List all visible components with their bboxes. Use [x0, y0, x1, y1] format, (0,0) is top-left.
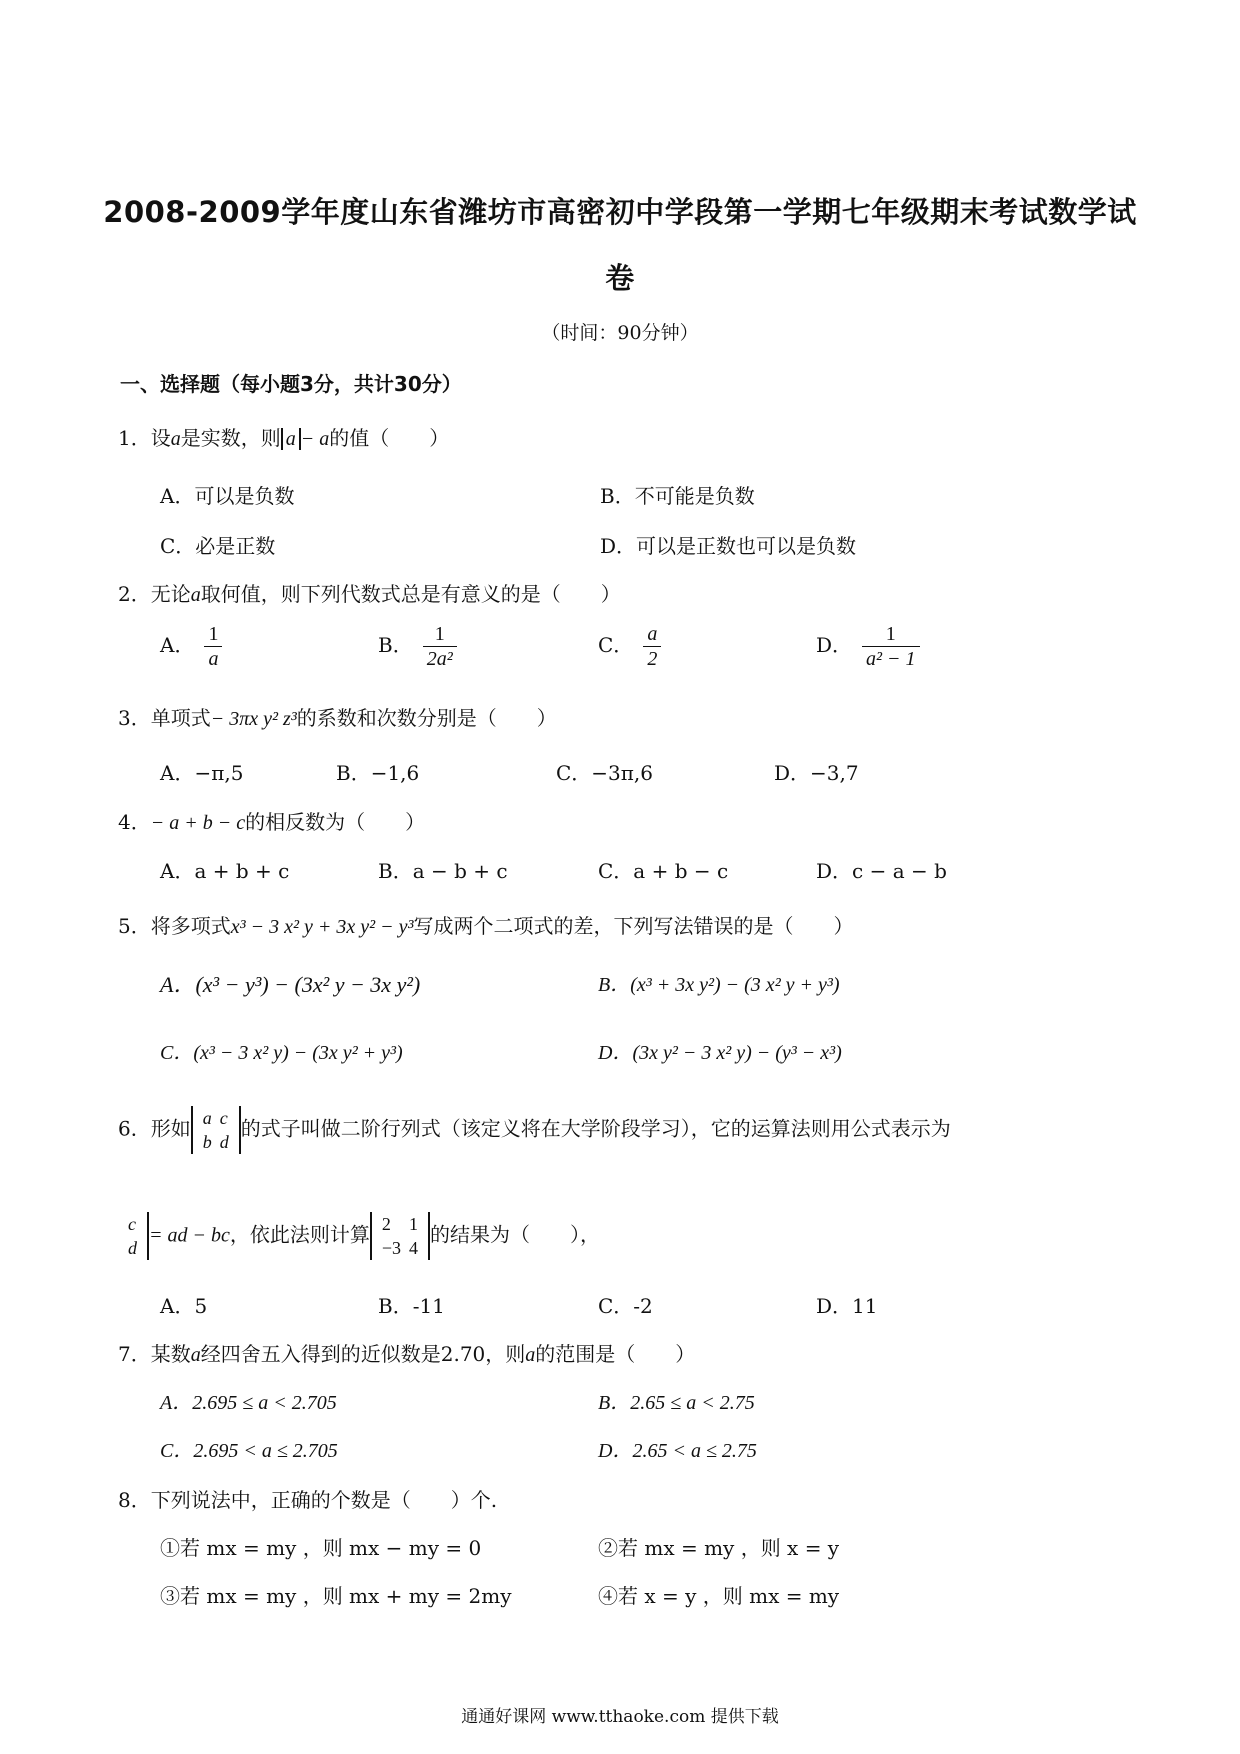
question-8: 8．下列说法中，正确的个数是（ ）个.	[118, 1488, 498, 1512]
q4-option-d: D．c − a − b	[816, 859, 947, 883]
det-cell: 2	[381, 1214, 391, 1234]
q7-var: a	[190, 1344, 201, 1366]
q2-c-num: a	[647, 623, 658, 645]
q1-mid: 是实数，则	[180, 426, 281, 450]
q6-determinant-numeric	[370, 1212, 430, 1260]
q4-option-b: B．a − b + c	[378, 859, 508, 883]
q1-var: a	[170, 428, 181, 450]
q1-option-d: D．可以是正数也可以是负数	[600, 534, 857, 558]
q8-statement-4: ④若 x = y ，则 mx = my	[598, 1584, 840, 1608]
q2-option-a	[160, 622, 222, 671]
q7-mid: 经四舍五入得到的近似数是2.70，则	[200, 1342, 526, 1366]
q5-option-d: D．(3x y² − 3 x² y) − (y³ − x³)	[598, 1042, 842, 1064]
q5-option-a: A．(x³ − y³) − (3x² y − 3x y²)	[160, 972, 421, 997]
q6-determinant-formula	[118, 1212, 149, 1260]
q2-post: 取何值，则下列代数式总是有意义的是（ ）	[200, 582, 621, 606]
q2-c-label: C．	[598, 633, 634, 657]
det-cell: a	[202, 1108, 212, 1128]
q1-prefix: 1．设	[118, 426, 171, 450]
q3-post: 的系数和次数分别是（ ）	[296, 706, 557, 730]
question-5	[118, 910, 853, 939]
q2-prefix: 2．无论	[118, 582, 191, 606]
question-7	[118, 1338, 695, 1367]
q6-line2-text: ，依此法则计算	[229, 1222, 370, 1247]
exam-title-line1: 2008-2009学年度山东省潍坊市高密初中学段第一学期七年级期末考试数学试	[103, 195, 1137, 229]
q7-var2: a	[525, 1344, 536, 1366]
question-4	[118, 806, 425, 835]
q2-c-fraction	[643, 622, 661, 671]
q2-b-den: 2a²	[423, 646, 457, 671]
det-cell: b	[202, 1132, 212, 1152]
q3-expr: − 3πx y² z³	[210, 708, 297, 730]
q5-option-c: C．(x³ − 3 x² y) − (3x y² + y³)	[160, 1042, 403, 1064]
q7-post: 的范围是（ ）	[535, 1342, 696, 1366]
q6-option-c: C．-2	[598, 1294, 653, 1318]
q5-option-b: B．(x³ + 3x y²) − (3 x² y + y³)	[598, 974, 840, 996]
q1-option-b: B．不可能是负数	[600, 484, 755, 508]
q6-prefix: 6．形如	[118, 1116, 191, 1141]
q7-option-b: B．2.65 ≤ a < 2.75	[598, 1392, 755, 1414]
q4-option-a: A．a + b + c	[160, 859, 290, 883]
time-note: （时间：90分钟）	[541, 322, 699, 344]
q6-mid: 的式子叫做二阶行列式（该定义将在大学阶段学习），它的运算法则用公式表示为	[240, 1116, 951, 1141]
q8-statement-1: ①若 mx = my ，则 mx − my = 0	[160, 1536, 482, 1560]
q6-determinant-generic	[191, 1106, 241, 1154]
q2-d-fraction	[862, 622, 920, 671]
q3-option-a: A．−π,5	[160, 761, 244, 785]
det-cell: 4	[409, 1238, 419, 1258]
q7-prefix: 7．某数	[118, 1342, 191, 1366]
q1-abs-value: a	[281, 428, 301, 450]
q3-prefix: 3．单项式	[118, 706, 211, 730]
section-heading: 一、选择题（每小题3分，共计30分）	[120, 372, 462, 396]
q4-post: 的相反数为（ ）	[245, 810, 426, 834]
q5-prefix: 5．将多项式	[118, 914, 231, 938]
q5-post: 写成两个二项式的差，下列写法错误的是（ ）	[413, 914, 854, 938]
det-cell: d	[219, 1132, 229, 1152]
question-3	[118, 702, 557, 731]
question-2	[118, 578, 621, 607]
q8-statement-3: ③若 mx = my ，则 mx + my = 2my	[160, 1584, 512, 1608]
q2-d-den: a² − 1	[862, 646, 920, 671]
q1-option-c: C．必是正数	[160, 534, 276, 558]
q2-a-den: a	[204, 646, 222, 671]
q6-formula: = ad − bc	[149, 1224, 230, 1247]
q6-option-a: A．5	[160, 1294, 208, 1318]
q2-option-c	[598, 622, 661, 671]
q6-option-d: D．11	[816, 1294, 878, 1318]
q2-a-fraction	[204, 622, 222, 671]
det-cell: c	[128, 1214, 136, 1234]
q2-d-num: 1	[885, 623, 896, 645]
q2-option-b	[378, 622, 457, 671]
q6-line2-post: 的结果为（ ），	[430, 1222, 601, 1247]
q2-b-label: B．	[378, 633, 413, 657]
det-cell: −3	[381, 1238, 402, 1258]
q2-c-den: 2	[643, 646, 661, 671]
q2-a-num: 1	[208, 623, 219, 645]
exam-title-line2: 卷	[605, 261, 635, 295]
det-cell: c	[219, 1108, 228, 1128]
det-cell: d	[128, 1238, 137, 1258]
q3-option-c: C．−3π,6	[556, 761, 654, 785]
question-6-line2	[118, 1212, 600, 1260]
footer-credit: 通通好课网 www.tthaoke.com 提供下载	[461, 1707, 779, 1727]
q4-expr: − a + b − c	[150, 812, 246, 834]
q1-post: 的值（ ）	[329, 426, 450, 450]
q2-var: a	[190, 584, 201, 606]
q7-option-d: D．2.65 < a ≤ 2.75	[598, 1440, 757, 1462]
q7-option-c: C．2.695 < a ≤ 2.705	[160, 1440, 338, 1462]
q8-statement-2: ②若 mx = my ，则 x = y	[598, 1536, 840, 1560]
q3-option-b: B．−1,6	[336, 761, 420, 785]
q2-option-d	[816, 622, 920, 671]
q2-b-fraction	[423, 622, 457, 671]
q2-d-label: D．	[816, 633, 853, 657]
q1-expr: − a	[300, 428, 330, 450]
q4-option-c: C．a + b − c	[598, 859, 729, 883]
question-1	[118, 422, 449, 451]
q2-b-num: 1	[434, 623, 445, 645]
q4-prefix: 4．	[118, 810, 151, 834]
det-cell: 1	[409, 1214, 419, 1234]
q1-option-a: A．可以是负数	[160, 484, 295, 508]
question-6	[118, 1106, 951, 1154]
q7-option-a: A．2.695 ≤ a < 2.705	[160, 1392, 337, 1414]
q5-expr: x³ − 3 x² y + 3x y² − y³	[230, 916, 414, 938]
q3-option-d: D．−3,7	[774, 761, 859, 785]
q6-option-b: B．-11	[378, 1294, 445, 1318]
q2-a-label: A．	[160, 633, 195, 657]
